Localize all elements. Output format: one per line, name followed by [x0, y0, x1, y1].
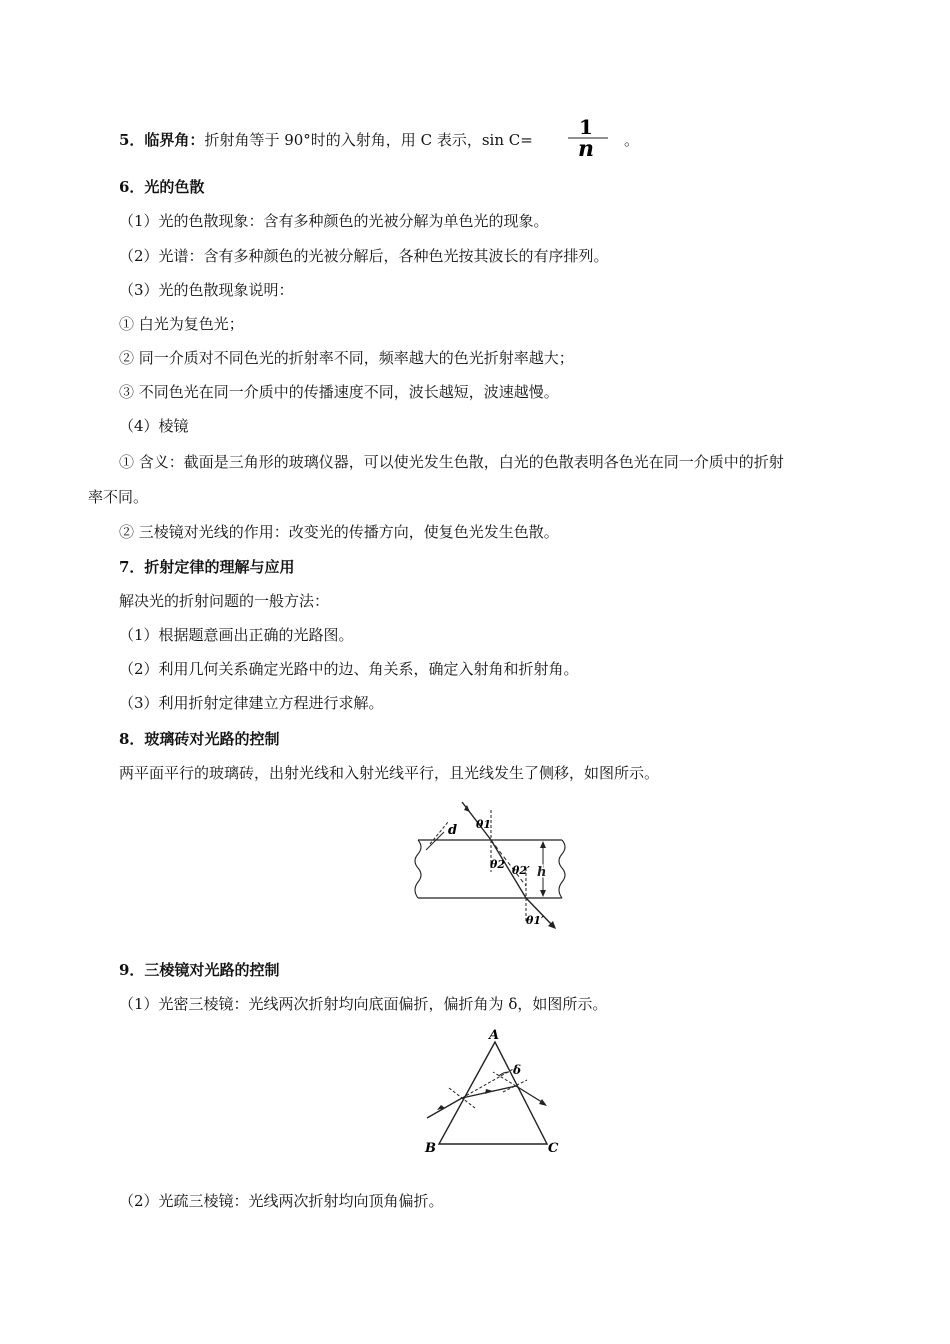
- offset-arrow-line: [426, 832, 444, 850]
- label-theta1-prime: θ1′: [526, 914, 544, 927]
- section6-p8b: 率不同。: [88, 488, 149, 506]
- label-h: h: [537, 865, 547, 880]
- prism-incident-arrow-icon: [437, 1105, 445, 1110]
- section6-p7: （4）棱镜: [119, 417, 189, 435]
- section7-p2: （1）根据题意画出正确的光路图。: [119, 626, 354, 644]
- prism-figure: [415, 1026, 565, 1162]
- section6-p6: ③ 不同色光在同一介质中的传播速度不同，波长越短，波速越慢。: [119, 383, 559, 401]
- label-theta1: θ1: [476, 818, 491, 831]
- label-B: B: [425, 1141, 436, 1156]
- section5-text: 折射角等于 90°时的入射角，用 C 表示，sin C=: [204, 131, 533, 149]
- section5-end: 。: [624, 131, 640, 149]
- fraction-denominator: n: [578, 136, 594, 158]
- label-d: d: [448, 823, 458, 838]
- section9-p2: （2）光疏三棱镜：光线两次折射均向顶角偏折。: [119, 1192, 444, 1210]
- section9-heading: 9．三棱镜对光路的控制: [119, 961, 280, 979]
- label-C: C: [548, 1141, 559, 1156]
- fraction-numerator: 1: [579, 118, 593, 139]
- slab-right-break: [559, 840, 565, 898]
- section5-line: [119, 130, 533, 150]
- section6-p4: ① 白光为复色光；: [119, 315, 244, 333]
- label-delta: δ: [513, 1063, 522, 1077]
- label-theta2: θ2: [490, 858, 505, 871]
- thickness-arrow-top-icon: [540, 841, 546, 848]
- section6-p2: （2）光谱：含有多种颜色的光被分解后，各种色光按其波长的有序排列。: [119, 247, 609, 265]
- slab-left-break: [415, 840, 421, 898]
- section5-heading: 5．临界角：: [119, 131, 205, 149]
- section7-p1: 解决光的折射问题的一般方法：: [119, 592, 330, 610]
- section6-p5: ② 同一介质对不同色光的折射率不同，频率越大的色光折射率越大；: [119, 349, 574, 367]
- section6-p9: ② 三棱镜对光线的作用：改变光的传播方向，使复色光发生色散。: [119, 523, 559, 541]
- thickness-arrow-bottom-icon: [540, 890, 546, 897]
- section7-heading: 7．折射定律的理解与应用: [119, 558, 295, 576]
- glass-slab-figure: [400, 792, 580, 932]
- label-A: A: [489, 1028, 500, 1043]
- section8-heading: 8．玻璃砖对光路的控制: [119, 730, 280, 748]
- section9-p1: （1）光密三棱镜：光线两次折射均向底面偏折，偏折角为 δ，如图所示。: [119, 995, 608, 1013]
- section8-p1: 两平面平行的玻璃砖，出射光线和入射光线平行，且光线发生了侧移，如图所示。: [119, 764, 660, 782]
- section6-heading: 6．光的色散: [119, 178, 205, 196]
- section6-p8a: ① 含义：截面是三角形的玻璃仪器，可以使光发生色散，白光的色散表明各色光在同一介质中的折射: [119, 453, 784, 471]
- section6-p1: （1）光的色散现象：含有多种颜色的光被分解为单色光的现象。: [119, 212, 549, 230]
- section6-p3: （3）光的色散现象说明：: [119, 281, 294, 299]
- prism-emergent-arrow-icon: [539, 1099, 547, 1106]
- section7-p3: （2）利用几何关系确定光路中的边、角关系，确定入射角和折射角。: [119, 660, 579, 678]
- label-theta2-prime: θ2′: [512, 864, 530, 877]
- offset-left-line: [430, 822, 448, 844]
- section7-p4: （3）利用折射定律建立方程进行求解。: [119, 694, 384, 712]
- critical-angle-fraction: [564, 118, 612, 158]
